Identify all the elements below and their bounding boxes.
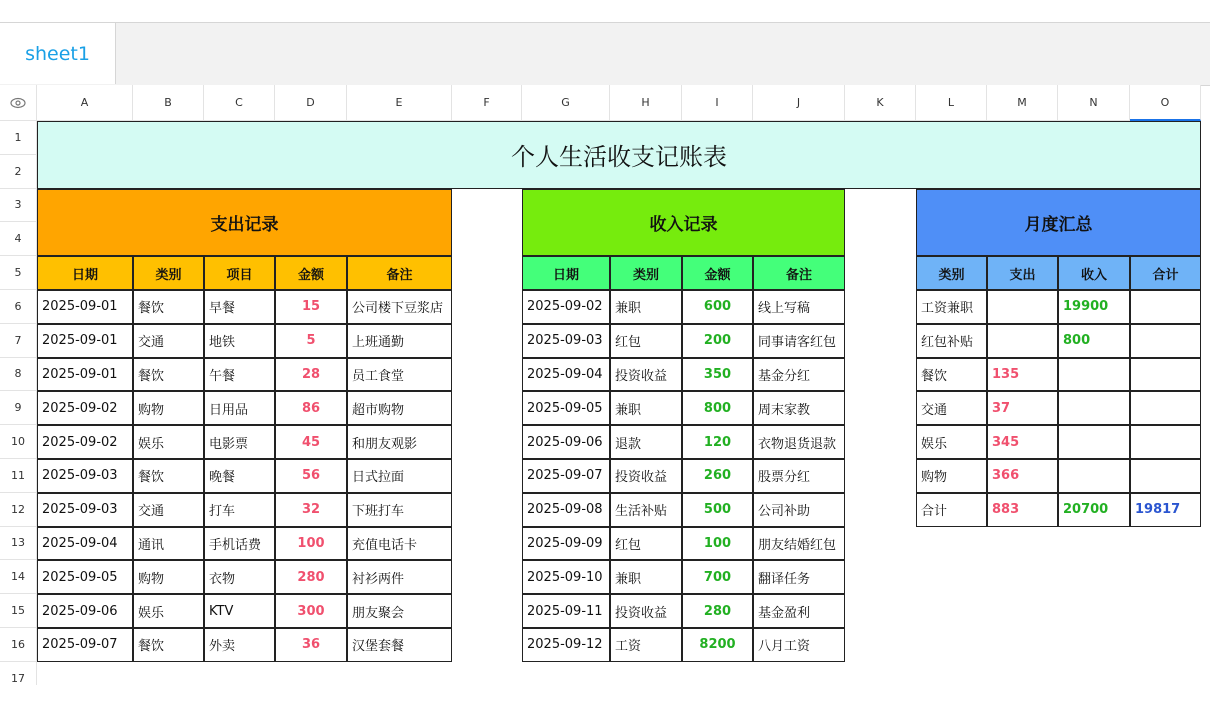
income-cell[interactable]: 同事请客红包 — [753, 324, 845, 358]
expense-cell[interactable]: 2025-09-04 — [37, 527, 133, 561]
summary-cell[interactable] — [1130, 358, 1201, 392]
expense-cell[interactable]: 上班通勤 — [347, 324, 452, 358]
summary-cell[interactable]: 工资兼职 — [916, 290, 987, 324]
expense-header-cell[interactable]: 项目 — [204, 256, 275, 290]
sheet-tab[interactable]: sheet1 — [0, 23, 116, 84]
expense-cell[interactable]: 打车 — [204, 493, 275, 527]
income-header-cell[interactable]: 日期 — [522, 256, 610, 290]
summary-cell[interactable] — [1130, 290, 1201, 324]
income-cell[interactable]: 红包 — [610, 324, 682, 358]
expense-cell[interactable]: 娱乐 — [133, 594, 204, 628]
expense-cell[interactable]: 购物 — [133, 391, 204, 425]
income-cell[interactable]: 2025-09-08 — [522, 493, 610, 527]
income-amount-cell[interactable]: 350 — [682, 358, 753, 392]
income-amount-cell[interactable]: 600 — [682, 290, 753, 324]
column-header-d[interactable]: D — [275, 85, 347, 121]
expense-cell[interactable]: 2025-09-05 — [37, 560, 133, 594]
column-header-b[interactable]: B — [133, 85, 204, 121]
summary-cell[interactable]: 135 — [987, 358, 1058, 392]
expense-cell[interactable]: 充值电话卡 — [347, 527, 452, 561]
expense-amount-cell[interactable]: 36 — [275, 628, 347, 662]
income-cell[interactable]: 翻译任务 — [753, 560, 845, 594]
row-header-3[interactable]: 3 — [0, 189, 37, 223]
expense-header-cell[interactable]: 类别 — [133, 256, 204, 290]
expense-amount-cell[interactable]: 300 — [275, 594, 347, 628]
summary-cell[interactable] — [987, 290, 1058, 324]
income-cell[interactable]: 2025-09-06 — [522, 425, 610, 459]
select-all-corner[interactable] — [0, 85, 37, 121]
income-amount-cell[interactable]: 260 — [682, 459, 753, 493]
summary-cell[interactable]: 合计 — [916, 493, 987, 527]
expense-cell[interactable]: 员工食堂 — [347, 358, 452, 392]
income-cell[interactable]: 红包 — [610, 527, 682, 561]
summary-cell[interactable] — [1058, 459, 1130, 493]
income-cell[interactable]: 朋友结婚红包 — [753, 527, 845, 561]
expense-cell[interactable]: 2025-09-06 — [37, 594, 133, 628]
column-header-m[interactable]: M — [987, 85, 1058, 121]
row-header-6[interactable]: 6 — [0, 290, 37, 324]
expense-cell[interactable]: 餐饮 — [133, 628, 204, 662]
income-amount-cell[interactable]: 120 — [682, 425, 753, 459]
income-cell[interactable]: 2025-09-11 — [522, 594, 610, 628]
expense-amount-cell[interactable]: 100 — [275, 527, 347, 561]
summary-cell[interactable]: 883 — [987, 493, 1058, 527]
expense-amount-cell[interactable]: 45 — [275, 425, 347, 459]
income-cell[interactable]: 股票分红 — [753, 459, 845, 493]
expense-cell[interactable]: 日用品 — [204, 391, 275, 425]
expense-cell[interactable]: 交通 — [133, 324, 204, 358]
summary-cell[interactable]: 购物 — [916, 459, 987, 493]
row-header-1[interactable]: 1 — [0, 121, 37, 155]
expense-cell[interactable]: 和朋友观影 — [347, 425, 452, 459]
row-header-14[interactable]: 14 — [0, 560, 37, 594]
income-amount-cell[interactable]: 100 — [682, 527, 753, 561]
expense-cell[interactable]: 交通 — [133, 493, 204, 527]
expense-cell[interactable]: 2025-09-02 — [37, 391, 133, 425]
row-header-10[interactable]: 10 — [0, 425, 37, 459]
expense-cell[interactable]: 通讯 — [133, 527, 204, 561]
expense-cell[interactable]: 朋友聚会 — [347, 594, 452, 628]
summary-cell[interactable] — [1130, 391, 1201, 425]
expense-cell[interactable]: 手机话费 — [204, 527, 275, 561]
expense-cell[interactable]: 衬衫两件 — [347, 560, 452, 594]
expense-cell[interactable]: 购物 — [133, 560, 204, 594]
income-cell[interactable]: 生活补贴 — [610, 493, 682, 527]
expense-cell[interactable]: 2025-09-03 — [37, 493, 133, 527]
row-header-13[interactable]: 13 — [0, 527, 37, 561]
income-cell[interactable]: 兼职 — [610, 290, 682, 324]
expense-cell[interactable]: 下班打车 — [347, 493, 452, 527]
column-header-j[interactable]: J — [753, 85, 845, 121]
summary-cell[interactable] — [1130, 425, 1201, 459]
row-header-4[interactable]: 4 — [0, 222, 37, 256]
income-cell[interactable]: 2025-09-10 — [522, 560, 610, 594]
income-cell[interactable]: 2025-09-03 — [522, 324, 610, 358]
eye-icon[interactable] — [10, 97, 26, 109]
income-header-cell[interactable]: 类别 — [610, 256, 682, 290]
expense-amount-cell[interactable]: 5 — [275, 324, 347, 358]
income-amount-cell[interactable]: 280 — [682, 594, 753, 628]
column-header-k[interactable]: K — [845, 85, 916, 121]
income-amount-cell[interactable]: 200 — [682, 324, 753, 358]
summary-header-cell[interactable]: 类别 — [916, 256, 987, 290]
expense-amount-cell[interactable]: 15 — [275, 290, 347, 324]
summary-header-cell[interactable]: 合计 — [1130, 256, 1201, 290]
summary-cell[interactable] — [1130, 459, 1201, 493]
income-cell[interactable]: 2025-09-09 — [522, 527, 610, 561]
expense-cell[interactable]: 衣物 — [204, 560, 275, 594]
expense-cell[interactable]: 电影票 — [204, 425, 275, 459]
summary-cell[interactable]: 交通 — [916, 391, 987, 425]
summary-cell[interactable] — [987, 324, 1058, 358]
income-cell[interactable]: 投资收益 — [610, 459, 682, 493]
spreadsheet-grid — [0, 85, 1210, 685]
expense-cell[interactable]: 早餐 — [204, 290, 275, 324]
expense-header-cell[interactable]: 日期 — [37, 256, 133, 290]
summary-header-cell[interactable]: 收入 — [1058, 256, 1130, 290]
summary-cell[interactable]: 37 — [987, 391, 1058, 425]
expense-cell[interactable]: 2025-09-01 — [37, 290, 133, 324]
expense-cell[interactable]: 超市购物 — [347, 391, 452, 425]
income-cell[interactable]: 2025-09-02 — [522, 290, 610, 324]
expense-cell[interactable]: 外卖 — [204, 628, 275, 662]
row-header-11[interactable]: 11 — [0, 459, 37, 493]
summary-cell[interactable]: 366 — [987, 459, 1058, 493]
expense-amount-cell[interactable]: 28 — [275, 358, 347, 392]
expense-section-title[interactable]: 支出记录 — [37, 189, 452, 257]
expense-cell[interactable]: 餐饮 — [133, 358, 204, 392]
row-header-8[interactable]: 8 — [0, 358, 37, 392]
expense-cell[interactable]: 晚餐 — [204, 459, 275, 493]
expense-cell[interactable]: 娱乐 — [133, 425, 204, 459]
expense-cell[interactable]: 汉堡套餐 — [347, 628, 452, 662]
expense-cell[interactable]: 2025-09-01 — [37, 358, 133, 392]
income-cell[interactable]: 投资收益 — [610, 358, 682, 392]
income-cell[interactable]: 2025-09-04 — [522, 358, 610, 392]
summary-cell[interactable]: 19817 — [1130, 493, 1201, 527]
summary-section-title[interactable]: 月度汇总 — [916, 189, 1201, 257]
expense-cell[interactable]: 餐饮 — [133, 459, 204, 493]
column-header-c[interactable]: C — [204, 85, 275, 121]
column-header-e[interactable]: E — [347, 85, 452, 121]
expense-cell[interactable]: 2025-09-03 — [37, 459, 133, 493]
sheet-title[interactable]: 个人生活收支记账表 — [37, 121, 1201, 189]
column-header-g[interactable]: G — [522, 85, 610, 121]
income-amount-cell[interactable]: 8200 — [682, 628, 753, 662]
row-header-17[interactable]: 17 — [0, 662, 37, 685]
income-cell[interactable]: 退款 — [610, 425, 682, 459]
row-header-15[interactable]: 15 — [0, 594, 37, 628]
summary-cell[interactable] — [1130, 324, 1201, 358]
income-cell[interactable]: 基金分红 — [753, 358, 845, 392]
row-header-7[interactable]: 7 — [0, 324, 37, 358]
summary-cell[interactable] — [1058, 358, 1130, 392]
expense-amount-cell[interactable]: 280 — [275, 560, 347, 594]
column-header-a[interactable]: A — [37, 85, 133, 121]
row-header-5[interactable]: 5 — [0, 256, 37, 290]
expense-header-cell[interactable]: 备注 — [347, 256, 452, 290]
column-header-i[interactable]: I — [682, 85, 753, 121]
summary-cell[interactable]: 20700 — [1058, 493, 1130, 527]
income-cell[interactable]: 2025-09-07 — [522, 459, 610, 493]
column-header-o[interactable]: O — [1130, 85, 1201, 121]
row-header-2[interactable]: 2 — [0, 155, 37, 189]
expense-cell[interactable]: 午餐 — [204, 358, 275, 392]
income-cell[interactable]: 衣物退货退款 — [753, 425, 845, 459]
income-cell[interactable]: 周末家教 — [753, 391, 845, 425]
summary-cell[interactable]: 345 — [987, 425, 1058, 459]
column-header-f[interactable]: F — [452, 85, 522, 121]
income-cell[interactable]: 基金盈利 — [753, 594, 845, 628]
summary-cell[interactable]: 娱乐 — [916, 425, 987, 459]
income-cell[interactable]: 兼职 — [610, 391, 682, 425]
income-header-cell[interactable]: 备注 — [753, 256, 845, 290]
expense-header-cell[interactable]: 金额 — [275, 256, 347, 290]
income-amount-cell[interactable]: 500 — [682, 493, 753, 527]
expense-cell[interactable]: 餐饮 — [133, 290, 204, 324]
expense-cell[interactable]: 日式拉面 — [347, 459, 452, 493]
income-cell[interactable]: 线上写稿 — [753, 290, 845, 324]
expense-cell[interactable]: 公司楼下豆浆店 — [347, 290, 452, 324]
income-amount-cell[interactable]: 700 — [682, 560, 753, 594]
summary-header-cell[interactable]: 支出 — [987, 256, 1058, 290]
column-header-n[interactable]: N — [1058, 85, 1130, 121]
expense-cell[interactable]: 2025-09-01 — [37, 324, 133, 358]
income-cell[interactable]: 兼职 — [610, 560, 682, 594]
income-cell[interactable]: 公司补助 — [753, 493, 845, 527]
summary-cell[interactable]: 红包补贴 — [916, 324, 987, 358]
expense-cell[interactable]: 地铁 — [204, 324, 275, 358]
row-header-12[interactable]: 12 — [0, 493, 37, 527]
row-header-9[interactable]: 9 — [0, 391, 37, 425]
income-header-cell[interactable]: 金额 — [682, 256, 753, 290]
summary-cell[interactable]: 19900 — [1058, 290, 1130, 324]
expense-cell[interactable]: 2025-09-07 — [37, 628, 133, 662]
income-cell[interactable]: 2025-09-05 — [522, 391, 610, 425]
income-section-title[interactable]: 收入记录 — [522, 189, 845, 257]
column-header-h[interactable]: H — [610, 85, 682, 121]
income-cell[interactable]: 2025-09-12 — [522, 628, 610, 662]
expense-amount-cell[interactable]: 32 — [275, 493, 347, 527]
income-amount-cell[interactable]: 800 — [682, 391, 753, 425]
income-cell[interactable]: 投资收益 — [610, 594, 682, 628]
summary-cell[interactable]: 800 — [1058, 324, 1130, 358]
row-header-16[interactable]: 16 — [0, 628, 37, 662]
expense-cell[interactable]: KTV — [204, 594, 275, 628]
income-cell[interactable]: 八月工资 — [753, 628, 845, 662]
sheet-tab-bar — [0, 22, 1210, 86]
summary-cell[interactable]: 餐饮 — [916, 358, 987, 392]
expense-cell[interactable]: 2025-09-02 — [37, 425, 133, 459]
summary-cell[interactable] — [1058, 391, 1130, 425]
column-header-l[interactable]: L — [916, 85, 987, 121]
expense-amount-cell[interactable]: 86 — [275, 391, 347, 425]
summary-cell[interactable] — [1058, 425, 1130, 459]
income-cell[interactable]: 工资 — [610, 628, 682, 662]
expense-amount-cell[interactable]: 56 — [275, 459, 347, 493]
